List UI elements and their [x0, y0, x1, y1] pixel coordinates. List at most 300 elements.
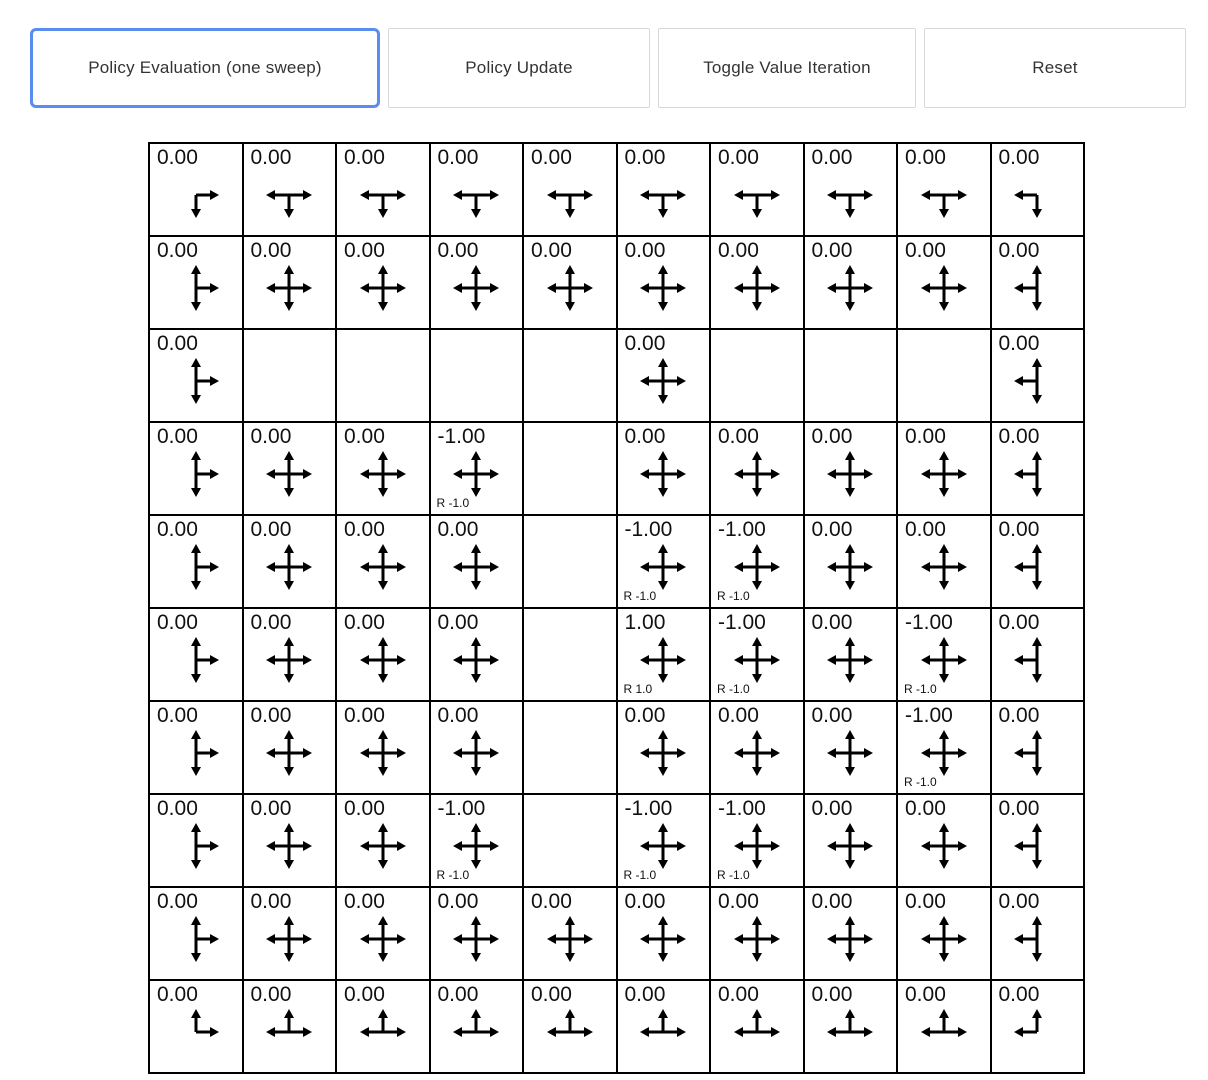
cell-value: 0.00 — [905, 797, 946, 820]
cell-value: 0.00 — [718, 146, 759, 169]
cell-value: 0.00 — [998, 611, 1040, 634]
grid-row — [149, 329, 1084, 422]
grid-cell[interactable] — [523, 236, 617, 329]
grid-cell-wall — [523, 701, 617, 794]
policy-arrow-icon — [711, 823, 803, 869]
grid-cell[interactable] — [804, 887, 898, 980]
grid-cell[interactable] — [149, 143, 243, 236]
policy-arrow-icon — [618, 172, 710, 218]
cell-value: 0.00 — [811, 890, 853, 913]
cell-reward: R -1.0 — [717, 589, 750, 603]
grid-cell[interactable] — [897, 143, 991, 236]
cell-value: 0.00 — [344, 518, 385, 541]
policy-arrow-icon — [992, 544, 1084, 590]
cell-value: 0.00 — [998, 797, 1040, 820]
policy-arrow-icon — [618, 451, 710, 497]
policy-arrow-icon — [992, 823, 1084, 869]
policy-arrow-icon — [711, 172, 803, 218]
cell-value: 0.00 — [344, 797, 385, 820]
policy-arrow-icon — [711, 916, 803, 962]
cell-value: 0.00 — [531, 146, 572, 169]
policy-arrow-icon — [431, 823, 523, 869]
grid-cell[interactable] — [430, 887, 524, 980]
grid-cell[interactable] — [804, 515, 898, 608]
grid-cell[interactable] — [897, 887, 991, 980]
grid-cell-negative[interactable] — [710, 794, 804, 887]
grid-cell[interactable] — [897, 794, 991, 887]
policy-arrow-icon — [431, 916, 523, 962]
grid-cell[interactable] — [991, 701, 1085, 794]
grid-cell[interactable] — [991, 887, 1085, 980]
grid-cell[interactable] — [804, 422, 898, 515]
cell-value: 0.00 — [998, 146, 1040, 169]
grid-cell[interactable] — [149, 422, 243, 515]
cell-value: 0.00 — [157, 146, 198, 169]
grid-cell[interactable] — [430, 608, 524, 701]
cell-reward: R -1.0 — [436, 496, 470, 510]
cell-reward: R -1.0 — [436, 868, 470, 882]
grid-cell[interactable] — [804, 608, 898, 701]
cell-value: 0.00 — [250, 890, 292, 913]
cell-value: 0.00 — [624, 239, 666, 262]
policy-arrow-icon — [898, 1009, 990, 1055]
policy-arrow-icon — [805, 451, 897, 497]
policy-arrow-icon — [431, 1009, 523, 1055]
grid-cell[interactable] — [336, 608, 430, 701]
grid-cell[interactable] — [710, 980, 804, 1073]
toolbar — [30, 28, 1186, 108]
grid-cell[interactable] — [991, 980, 1085, 1073]
policy-arrow-icon — [431, 730, 523, 776]
cell-value: 0.00 — [905, 890, 946, 913]
grid-table — [148, 142, 1085, 1074]
cell-value: 0.00 — [905, 239, 946, 262]
grid-cell[interactable] — [149, 329, 243, 422]
policy-arrow-icon — [711, 1009, 803, 1055]
cell-value: 0.00 — [250, 797, 292, 820]
policy-arrow-icon — [992, 637, 1084, 683]
cell-value: 0.00 — [157, 239, 198, 262]
cell-value: 0.00 — [811, 239, 853, 262]
grid-cell[interactable] — [243, 422, 337, 515]
grid-cell[interactable] — [804, 794, 898, 887]
grid-cell[interactable] — [243, 515, 337, 608]
grid-cell[interactable] — [149, 980, 243, 1073]
cell-value: 0.00 — [811, 425, 853, 448]
cell-value: 0.00 — [344, 983, 385, 1006]
policy-arrow-icon — [805, 730, 897, 776]
policy-arrow-icon — [244, 172, 336, 218]
grid-cell-wall — [710, 329, 804, 422]
cell-value: 0.00 — [905, 983, 946, 1006]
cell-value: 0.00 — [344, 890, 385, 913]
cell-value: 0.00 — [811, 983, 853, 1006]
cell-value: 0.00 — [811, 704, 853, 727]
grid-cell[interactable] — [523, 143, 617, 236]
grid-cell[interactable] — [149, 794, 243, 887]
grid-cell[interactable] — [243, 980, 337, 1073]
reset-button[interactable]: Reset — [924, 28, 1186, 108]
policy-arrow-icon — [805, 265, 897, 311]
policy-arrow-icon — [805, 916, 897, 962]
cell-value: -1.00 — [718, 797, 766, 820]
grid-cell[interactable] — [523, 887, 617, 980]
cell-reward: R -1.0 — [623, 589, 657, 603]
cell-value: 0.00 — [624, 332, 666, 355]
cell-value: 0.00 — [998, 983, 1040, 1006]
policy-arrow-icon — [244, 916, 336, 962]
grid-cell-wall — [243, 329, 337, 422]
grid-row — [149, 794, 1084, 887]
grid-cell[interactable] — [710, 701, 804, 794]
cell-value: 0.00 — [531, 239, 572, 262]
policy-arrow-icon — [711, 451, 803, 497]
grid-cell[interactable] — [243, 887, 337, 980]
cell-value: 0.00 — [250, 239, 292, 262]
policy-arrow-icon — [150, 730, 242, 776]
grid-cell-positive[interactable] — [617, 608, 711, 701]
grid-cell[interactable] — [991, 422, 1085, 515]
cell-value: 0.00 — [437, 146, 479, 169]
cell-value: 0.00 — [905, 146, 946, 169]
policy-arrow-icon — [244, 637, 336, 683]
cell-value: 0.00 — [624, 146, 666, 169]
policy-arrow-icon — [150, 172, 242, 218]
policy-arrow-icon — [711, 265, 803, 311]
policy-arrow-icon — [150, 916, 242, 962]
grid-row — [149, 980, 1084, 1073]
cell-value: 0.00 — [998, 518, 1040, 541]
grid-cell[interactable] — [991, 329, 1085, 422]
policy-arrow-icon — [805, 172, 897, 218]
cell-value: 0.00 — [344, 704, 385, 727]
policy-arrow-icon — [992, 451, 1084, 497]
grid-cell-wall — [523, 515, 617, 608]
grid-cell-wall — [523, 794, 617, 887]
policy-arrow-icon — [898, 916, 990, 962]
policy-arrow-icon — [150, 1009, 242, 1055]
cell-reward: R -1.0 — [623, 868, 657, 882]
grid-cell[interactable] — [243, 236, 337, 329]
grid-body — [149, 143, 1084, 1073]
cell-value: 0.00 — [157, 704, 198, 727]
policy-arrow-icon — [337, 730, 429, 776]
policy-arrow-icon — [992, 172, 1084, 218]
grid-cell[interactable] — [336, 515, 430, 608]
grid-cell-negative[interactable] — [430, 794, 524, 887]
grid-cell[interactable] — [710, 143, 804, 236]
cell-value: 0.00 — [157, 890, 198, 913]
policy-arrow-icon — [992, 1009, 1084, 1055]
cell-value: -1.00 — [718, 611, 766, 634]
cell-value: 0.00 — [998, 332, 1040, 355]
policy-arrow-icon — [618, 823, 710, 869]
policy-arrow-icon — [992, 916, 1084, 962]
policy-evaluation-button[interactable]: Policy Evaluation (one sweep) — [30, 28, 380, 108]
grid-cell[interactable] — [336, 422, 430, 515]
toggle-value-iteration-button[interactable]: Toggle Value Iteration — [658, 28, 916, 108]
cell-value: -1.00 — [624, 518, 673, 541]
cell-value: -1.00 — [905, 611, 953, 634]
cell-value: 0.00 — [624, 704, 666, 727]
grid-cell[interactable] — [243, 143, 337, 236]
grid-cell[interactable] — [336, 701, 430, 794]
cell-value: 0.00 — [157, 983, 198, 1006]
policy-arrow-icon — [337, 1009, 429, 1055]
policy-arrow-icon — [805, 544, 897, 590]
cell-value: -1.00 — [718, 518, 766, 541]
grid-cell[interactable] — [336, 143, 430, 236]
grid-cell-negative[interactable] — [430, 422, 524, 515]
grid-cell[interactable] — [336, 794, 430, 887]
grid-row — [149, 887, 1084, 980]
policy-arrow-icon — [618, 358, 710, 404]
cell-reward: R -1.0 — [904, 682, 937, 696]
cell-value: 0.00 — [437, 890, 479, 913]
cell-value: 0.00 — [157, 332, 198, 355]
cell-value: 0.00 — [624, 425, 666, 448]
policy-arrow-icon — [150, 823, 242, 869]
grid-cell[interactable] — [617, 887, 711, 980]
cell-value: 0.00 — [157, 518, 198, 541]
cell-reward: R 1.0 — [623, 682, 653, 696]
grid-cell[interactable] — [710, 236, 804, 329]
grid-cell[interactable] — [804, 143, 898, 236]
cell-value: 0.00 — [157, 425, 198, 448]
grid-cell[interactable] — [149, 887, 243, 980]
grid-cell-wall — [430, 329, 524, 422]
policy-arrow-icon — [524, 265, 616, 311]
grid-cell-wall — [804, 329, 898, 422]
grid-cell[interactable] — [991, 515, 1085, 608]
policy-arrow-icon — [244, 1009, 336, 1055]
policy-arrow-icon — [711, 637, 803, 683]
grid-cell-negative[interactable] — [897, 701, 991, 794]
cell-value: 0.00 — [718, 983, 759, 1006]
policy-arrow-icon — [898, 451, 990, 497]
cell-value: 0.00 — [811, 518, 853, 541]
cell-value: 0.00 — [344, 425, 385, 448]
cell-reward: R -1.0 — [717, 682, 750, 696]
grid-row — [149, 236, 1084, 329]
cell-value: 0.00 — [811, 797, 853, 820]
policy-arrow-icon — [244, 451, 336, 497]
policy-arrow-icon — [337, 172, 429, 218]
cell-value: 0.00 — [624, 983, 666, 1006]
cell-value: 0.00 — [437, 239, 479, 262]
policy-arrow-icon — [618, 1009, 710, 1055]
policy-update-button[interactable]: Policy Update — [388, 28, 650, 108]
cell-value: 0.00 — [905, 425, 946, 448]
policy-arrow-icon — [150, 265, 242, 311]
policy-arrow-icon — [150, 358, 242, 404]
grid-cell-negative[interactable] — [710, 515, 804, 608]
grid-cell[interactable] — [991, 794, 1085, 887]
cell-value: 0.00 — [250, 146, 292, 169]
policy-arrow-icon — [150, 544, 242, 590]
grid-cell[interactable] — [430, 701, 524, 794]
policy-arrow-icon — [244, 544, 336, 590]
policy-arrow-icon — [244, 265, 336, 311]
cell-value: 0.00 — [998, 239, 1040, 262]
policy-arrow-icon — [618, 916, 710, 962]
cell-value: 0.00 — [811, 611, 853, 634]
cell-value: 0.00 — [718, 890, 759, 913]
policy-arrow-icon — [618, 730, 710, 776]
grid-cell[interactable] — [336, 980, 430, 1073]
policy-arrow-icon — [431, 451, 523, 497]
grid-cell[interactable] — [991, 236, 1085, 329]
policy-arrow-icon — [898, 637, 990, 683]
grid-cell[interactable] — [149, 236, 243, 329]
policy-arrow-icon — [898, 544, 990, 590]
grid-cell[interactable] — [897, 515, 991, 608]
grid-cell[interactable] — [617, 422, 711, 515]
policy-arrow-icon — [244, 823, 336, 869]
grid-cell-wall — [523, 608, 617, 701]
cell-value: 0.00 — [718, 425, 759, 448]
policy-arrow-icon — [618, 265, 710, 311]
policy-arrow-icon — [992, 265, 1084, 311]
policy-arrow-icon — [337, 544, 429, 590]
grid-cell-negative[interactable] — [617, 794, 711, 887]
policy-arrow-icon — [337, 823, 429, 869]
grid-cell-wall — [897, 329, 991, 422]
policy-arrow-icon — [431, 265, 523, 311]
cell-value: 0.00 — [157, 797, 198, 820]
grid-cell-negative[interactable] — [897, 608, 991, 701]
grid-cell-wall — [523, 422, 617, 515]
grid-cell[interactable] — [523, 980, 617, 1073]
cell-value: -1.00 — [437, 797, 486, 820]
grid-row — [149, 608, 1084, 701]
policy-arrow-icon — [805, 1009, 897, 1055]
cell-value: 0.00 — [250, 983, 292, 1006]
cell-value: 0.00 — [624, 890, 666, 913]
grid-cell[interactable] — [710, 422, 804, 515]
grid-cell[interactable] — [897, 980, 991, 1073]
grid-cell[interactable] — [804, 701, 898, 794]
cell-value: 0.00 — [250, 425, 292, 448]
grid-cell[interactable] — [243, 608, 337, 701]
grid-cell[interactable] — [243, 794, 337, 887]
cell-value: -1.00 — [624, 797, 673, 820]
policy-arrow-icon — [992, 358, 1084, 404]
policy-arrow-icon — [711, 544, 803, 590]
grid-cell[interactable] — [991, 608, 1085, 701]
grid-cell[interactable] — [991, 143, 1085, 236]
policy-arrow-icon — [898, 172, 990, 218]
grid-cell[interactable] — [804, 980, 898, 1073]
policy-arrow-icon — [431, 637, 523, 683]
grid-cell[interactable] — [430, 143, 524, 236]
cell-value: 0.00 — [531, 890, 572, 913]
cell-value: 0.00 — [718, 239, 759, 262]
policy-arrow-icon — [805, 823, 897, 869]
cell-value: 0.00 — [718, 704, 759, 727]
policy-arrow-icon — [244, 730, 336, 776]
grid-cell-negative[interactable] — [710, 608, 804, 701]
cell-value: 0.00 — [998, 890, 1040, 913]
cell-value: 0.00 — [531, 983, 572, 1006]
cell-value: 0.00 — [157, 611, 198, 634]
grid-row — [149, 515, 1084, 608]
grid-cell[interactable] — [430, 515, 524, 608]
cell-value: 0.00 — [250, 704, 292, 727]
policy-arrow-icon — [618, 544, 710, 590]
grid-cell[interactable] — [336, 887, 430, 980]
cell-value: 0.00 — [811, 146, 853, 169]
policy-arrow-icon — [431, 544, 523, 590]
grid-cell[interactable] — [617, 143, 711, 236]
grid-cell[interactable] — [710, 887, 804, 980]
cell-value: 1.00 — [624, 611, 666, 634]
policy-arrow-icon — [524, 172, 616, 218]
cell-value: 0.00 — [437, 518, 479, 541]
grid-cell[interactable] — [430, 236, 524, 329]
grid-cell-negative[interactable] — [617, 515, 711, 608]
grid-cell[interactable] — [617, 329, 711, 422]
cell-value: 0.00 — [250, 518, 292, 541]
grid-row — [149, 701, 1084, 794]
cell-value: 0.00 — [344, 239, 385, 262]
grid-cell-wall — [336, 329, 430, 422]
policy-arrow-icon — [150, 451, 242, 497]
grid-cell[interactable] — [336, 236, 430, 329]
cell-value: 0.00 — [344, 146, 385, 169]
policy-arrow-icon — [337, 265, 429, 311]
grid-cell[interactable] — [149, 701, 243, 794]
policy-arrow-icon — [337, 916, 429, 962]
grid-cell[interactable] — [897, 422, 991, 515]
policy-arrow-icon — [150, 637, 242, 683]
cell-reward: R -1.0 — [904, 775, 937, 789]
grid-cell[interactable] — [430, 980, 524, 1073]
policy-arrow-icon — [337, 637, 429, 683]
policy-arrow-icon — [898, 730, 990, 776]
cell-reward: R -1.0 — [717, 868, 750, 882]
policy-arrow-icon — [711, 730, 803, 776]
cell-value: 0.00 — [437, 704, 479, 727]
cell-value: 0.00 — [437, 983, 479, 1006]
grid-cell[interactable] — [897, 236, 991, 329]
policy-arrow-icon — [431, 172, 523, 218]
grid-cell-wall — [523, 329, 617, 422]
policy-arrow-icon — [805, 637, 897, 683]
grid-cell[interactable] — [617, 236, 711, 329]
gridworld — [148, 142, 1085, 1074]
cell-value: -1.00 — [437, 425, 486, 448]
policy-arrow-icon — [898, 823, 990, 869]
policy-arrow-icon — [337, 451, 429, 497]
grid-cell[interactable] — [149, 608, 243, 701]
cell-value: 0.00 — [905, 518, 946, 541]
policy-arrow-icon — [898, 265, 990, 311]
grid-cell[interactable] — [804, 236, 898, 329]
grid-cell[interactable] — [149, 515, 243, 608]
grid-cell[interactable] — [243, 701, 337, 794]
policy-arrow-icon — [524, 1009, 616, 1055]
policy-arrow-icon — [524, 916, 616, 962]
policy-arrow-icon — [992, 730, 1084, 776]
cell-value: 0.00 — [998, 425, 1040, 448]
grid-row — [149, 143, 1084, 236]
policy-arrow-icon — [618, 637, 710, 683]
grid-cell[interactable] — [617, 701, 711, 794]
cell-value: 0.00 — [437, 611, 479, 634]
cell-value: 0.00 — [344, 611, 385, 634]
grid-cell[interactable] — [617, 980, 711, 1073]
